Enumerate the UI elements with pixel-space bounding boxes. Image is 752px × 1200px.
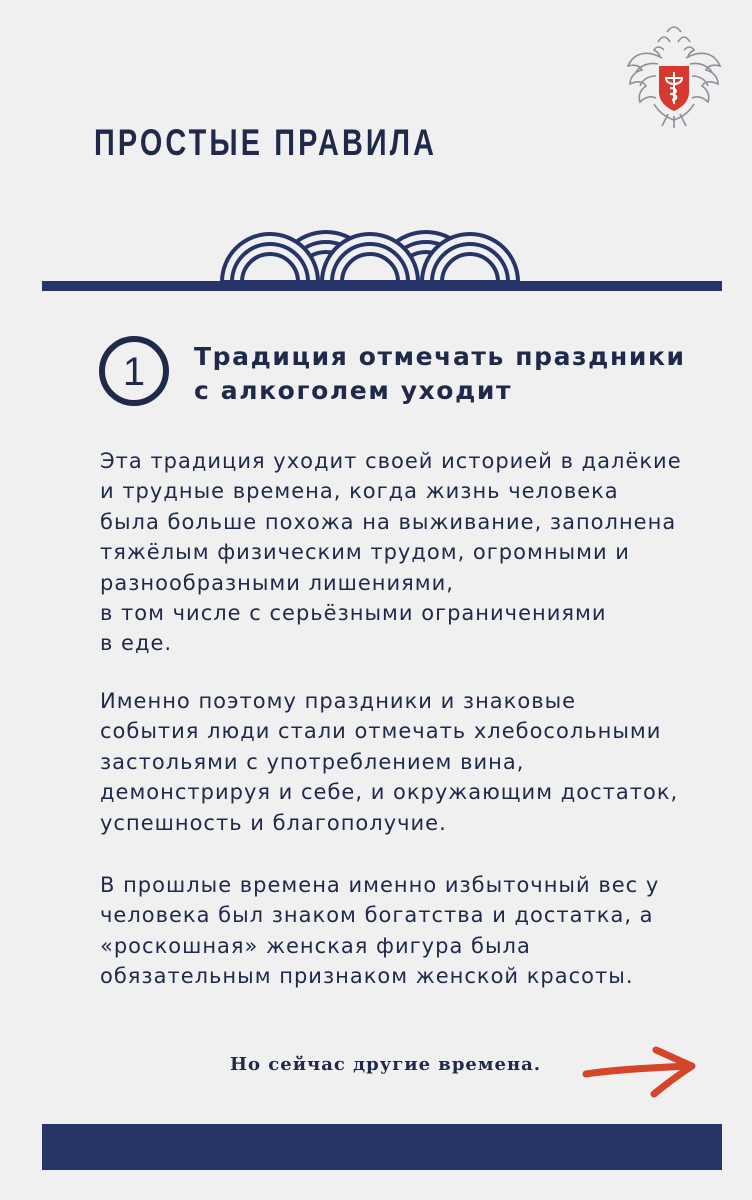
paragraph-line: разнообразными лишениями, [100,570,454,595]
paragraph-line: и трудные времена, когда жизнь человека [100,479,619,504]
paragraph-line: застольями с употреблением вина, [100,749,525,774]
rule-number: 1 [122,350,146,394]
footer-bar [42,1124,722,1170]
number-circle-icon [98,335,170,407]
paragraph-line: демонстрируя и себе, и окружающим достаток, [100,780,679,805]
paragraph-line: тяжёлым физическим трудом, огромными и [100,540,630,565]
paragraph-line: В прошлые времена именно избыточный вес у [100,873,660,897]
paragraph-line: события люди стали отмечать хлебосольными [100,719,662,744]
paragraph-line: Эта традиция уходит своей историей в далёкие [100,449,682,473]
divider-rule [42,281,722,291]
closing-text: Но сейчас другие времена. [230,1054,542,1075]
paragraph-history [100,446,682,659]
page-title: ПРОСТЫЕ ПРАВИЛА [94,122,438,163]
rule-heading [194,340,686,408]
paragraph-feasts [100,686,678,838]
rule-heading-line: Традиция отмечать праздники [194,342,686,371]
rospotrebnadzor-emblem-icon [624,22,724,132]
paragraph-line: «роскошная» женская фигура была [100,933,531,958]
paragraph-line: человека был знаком богатства и достатка, а [100,903,654,928]
paragraph-line: обязательным признаком женской красоты. [100,964,634,989]
paragraph-line: успешность и благополучие. [100,810,447,835]
next-arrow-icon[interactable] [582,1044,702,1100]
arches-ornament-icon [218,208,524,282]
paragraph-weight [100,870,659,992]
rule-heading-line: с алкоголем уходит [194,376,513,405]
paragraph-line: была больше похожа на выживание, заполнена [100,509,677,534]
paragraph-line: в еде. [100,631,173,656]
paragraph-line: Именно поэтому праздники и знаковые [100,689,577,713]
paragraph-line: в том числе с серьёзными ограничениями [100,601,607,626]
